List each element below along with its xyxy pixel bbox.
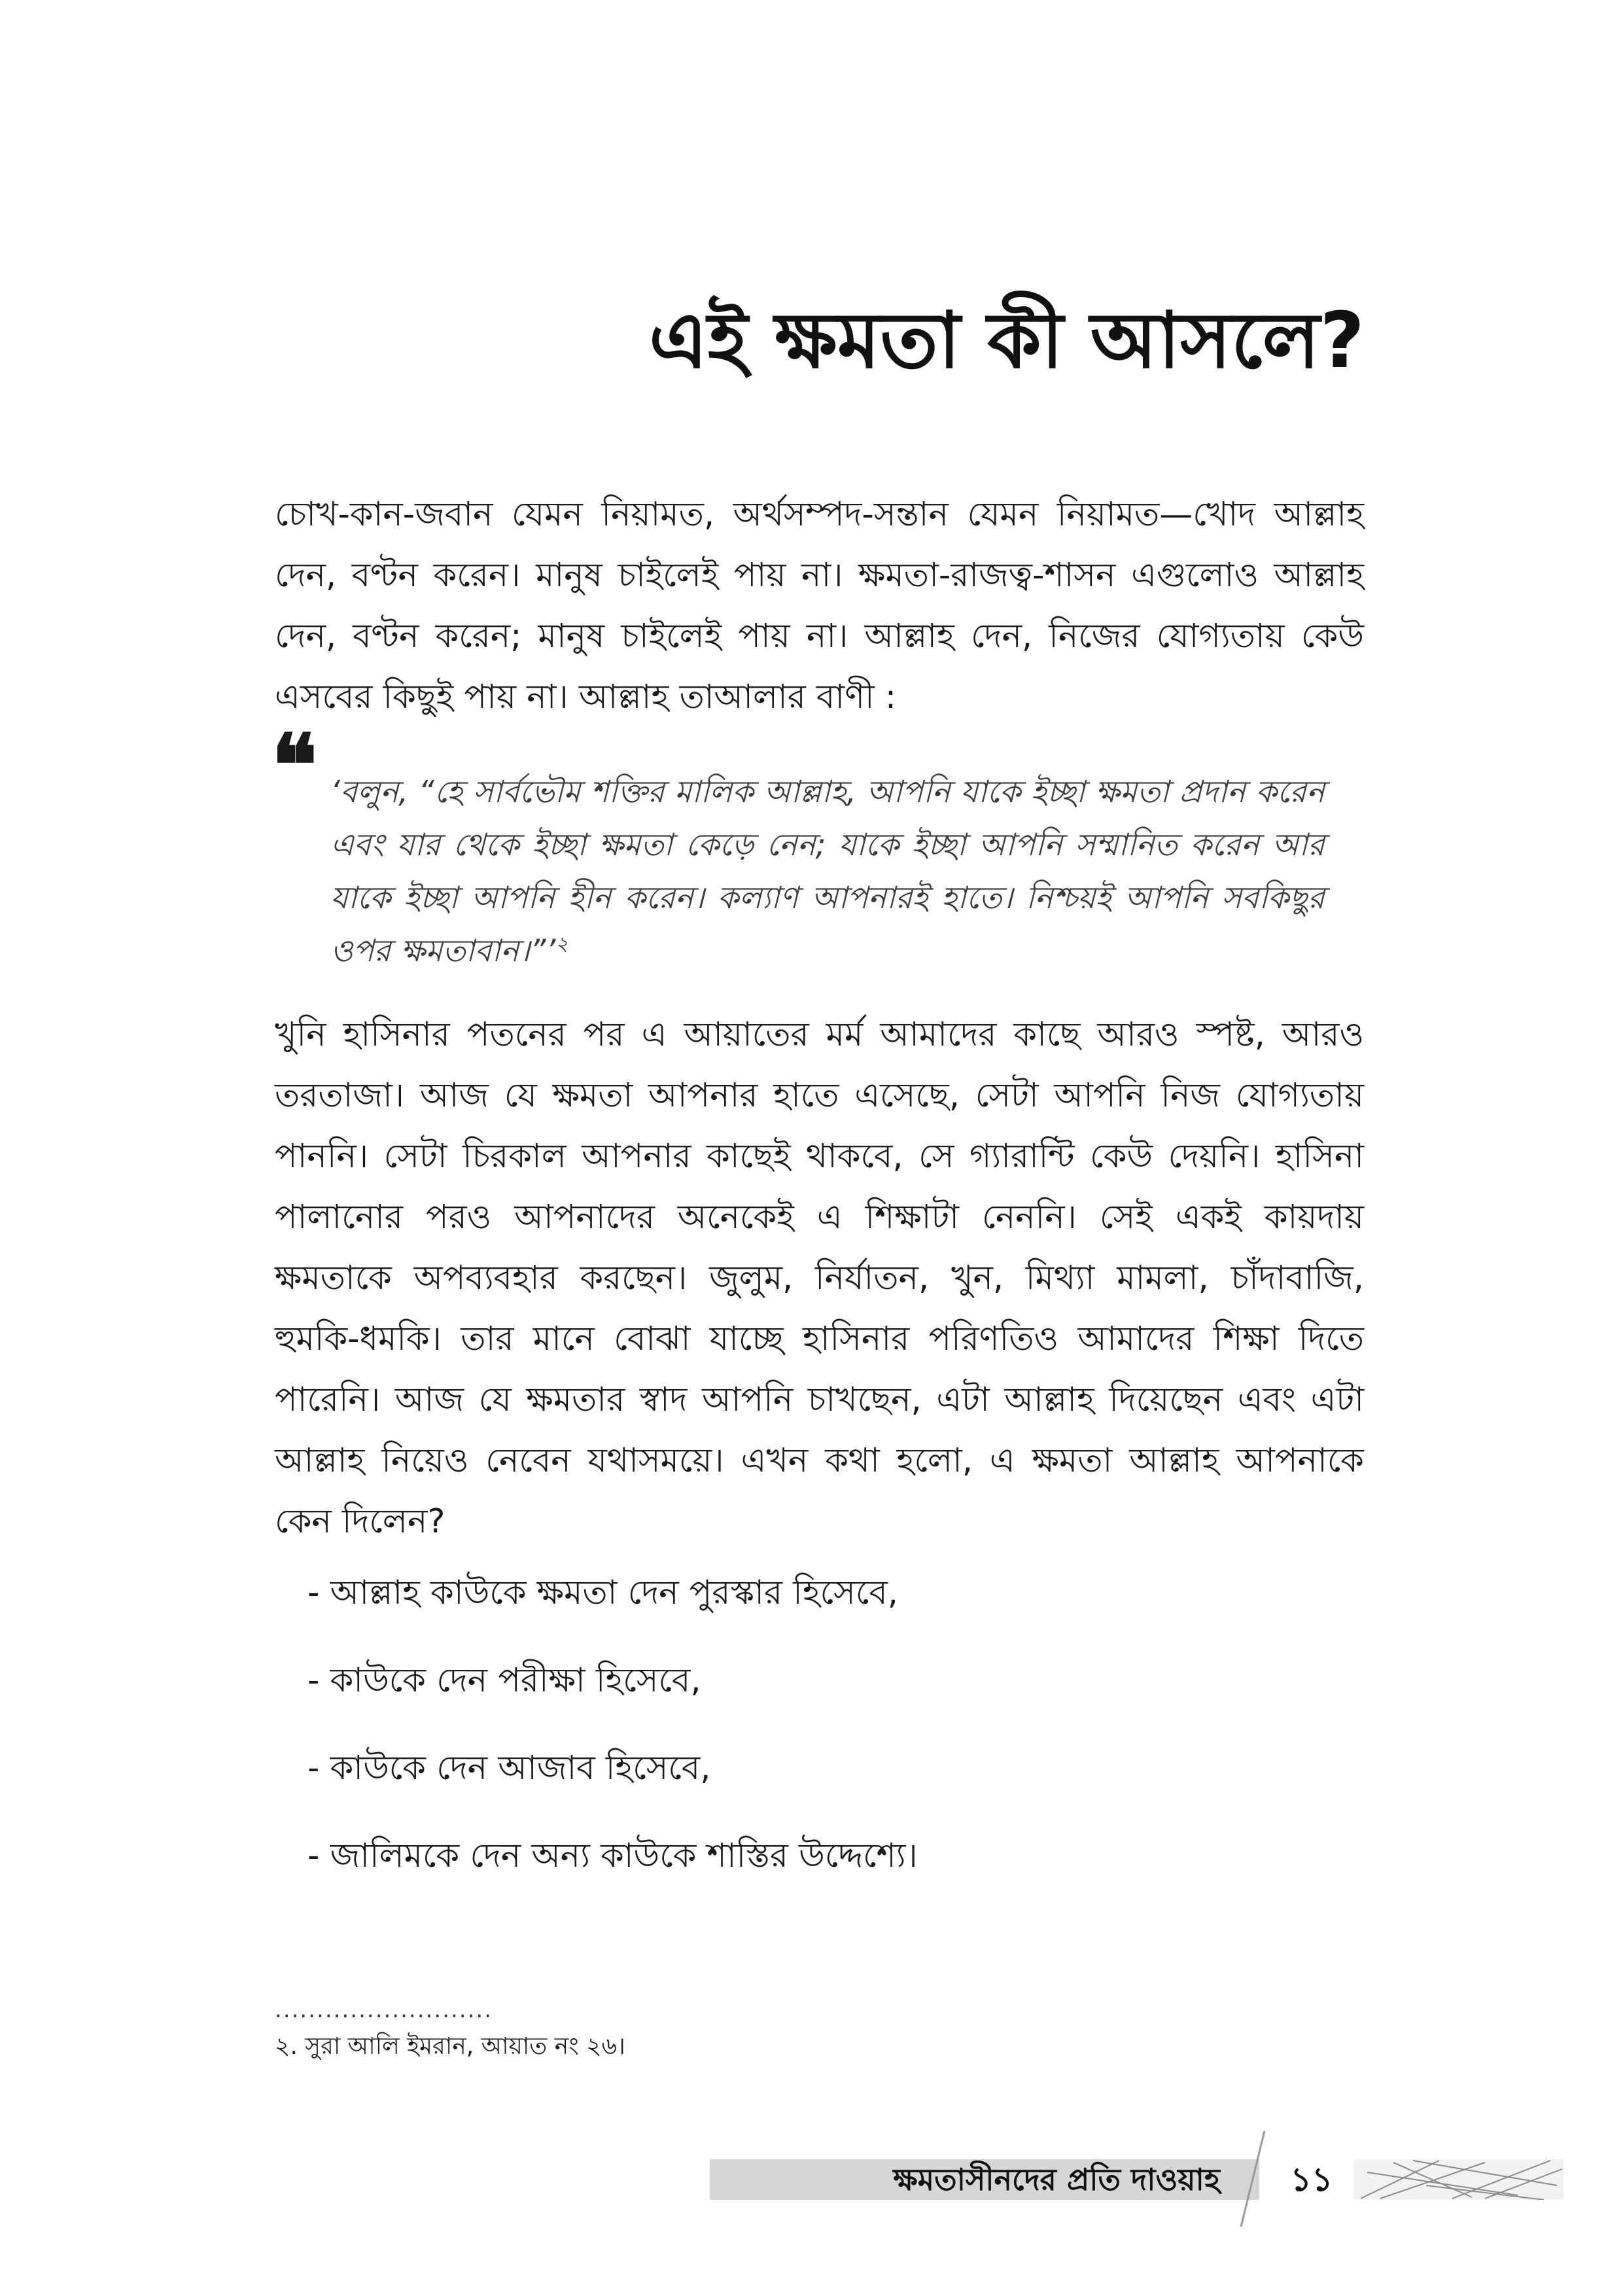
footnote-reference: ২	[555, 932, 568, 956]
intro-paragraph: চোখ-কান-জবান যেমন নিয়ামত, অর্থসম্পদ-সন্তান যেমন নিয়ামত—খোদ আল্লাহ দেন, বণ্টন করেন। মানুষ চাইলেই পায় না। ক্ষমতা-রাজত্ব-শাসন এগুলোও আল্লাহ দেন, বণ্টন করেন; মানুষ চাইলেই পায় না। আল্লাহ দেন, নিজের যোগ্যতায় কেউ এসবের কিছুই পায় না। আল্লাহ তাআলার বাণী :	[275, 495, 1364, 716]
page-footer	[710, 2159, 1560, 2200]
footnote: ২. সুরা আলি ইমরান, আয়াত নং ২৬।	[275, 2033, 625, 2060]
list-item: - জালিমকে দেন অন্য কাউকে শাস্তির উদ্দেশ্যে।	[307, 1837, 918, 1875]
quran-quote	[330, 766, 1325, 978]
list-item: - আল্লাহ কাউকে ক্ষমতা দেন পুরস্কার হিসেবে,	[307, 1574, 898, 1612]
list-item: - কাউকে দেন আজাব হিসেবে,	[307, 1749, 711, 1788]
main-paragraph: খুনি হাসিনার পতনের পর এ আয়াতের মর্ম আমাদের কাছে আরও স্পষ্ট, আরও তরতাজা। আজ যে ক্ষমতা আপনার হাতে এসেছে, সেটা আপনি নিজ যোগ্যতায় পাননি। সেটা চিরকাল আপনার কাছেই থাকবে, সে গ্যারান্টি কেউ দেয়নি। হাসিনা পালানোর পরও আপনাদের অনেকেই এ শিক্ষাটা নেননি। সেই একই কায়দায় ক্ষমতাকে অপব্যবহার করছেন। জুলুম, নির্যাতন, খুন, মিথ্যা মামলা, চাঁদাবাজি, হুমকি-ধমকি। তার মানে বোঝা যাচ্ছে হাসিনার পরিণতিও আমাদের শিক্ষা দিতে পারেনি। আজ যে ক্ষমতার স্বাদ আপনি চাখছেন, এটা আল্লাহ দিয়েছেন এবং এটা আল্লাহ নিয়েও নেবেন যথাসময়ে। এখন কথা হলো, এ ক্ষমতা আল্লাহ আপনাকে কেন দিলেন?	[275, 1016, 1364, 1541]
chapter-title: এই ক্ষমতা কী আসলে?	[649, 295, 1365, 385]
decorative-lines-icon	[1354, 2159, 1563, 2200]
running-title: ক্ষমতাসীনদের প্রতি দাওয়াহ	[893, 2162, 1220, 2197]
page-number: ১১	[1290, 2161, 1333, 2199]
reasons-list	[307, 1570, 1354, 1921]
quote-mark-icon: ❝	[271, 715, 317, 815]
footnote-separator: ..........................	[275, 1997, 493, 2023]
list-item: - কাউকে দেন পরীক্ষা হিসেবে,	[307, 1661, 701, 1700]
quote-text: ‘বলুন, “হে সার্বভৌম শক্তির মালিক আল্লাহ, আপনি যাকে ইচ্ছা ক্ষমতা প্রদান করেন এবং যার থেকে ইচ্ছা ক্ষমতা কেড়ে নেন; যাকে ইচ্ছা আপনি সম্মানিত করেন আর যাকে ইচ্ছা আপনি হীন করেন। কল্যাণ আপনারই হাতে। নিশ্চয়ই আপনি সবকিছুর ওপর ক্ষমতাবান।”’	[330, 774, 1325, 969]
